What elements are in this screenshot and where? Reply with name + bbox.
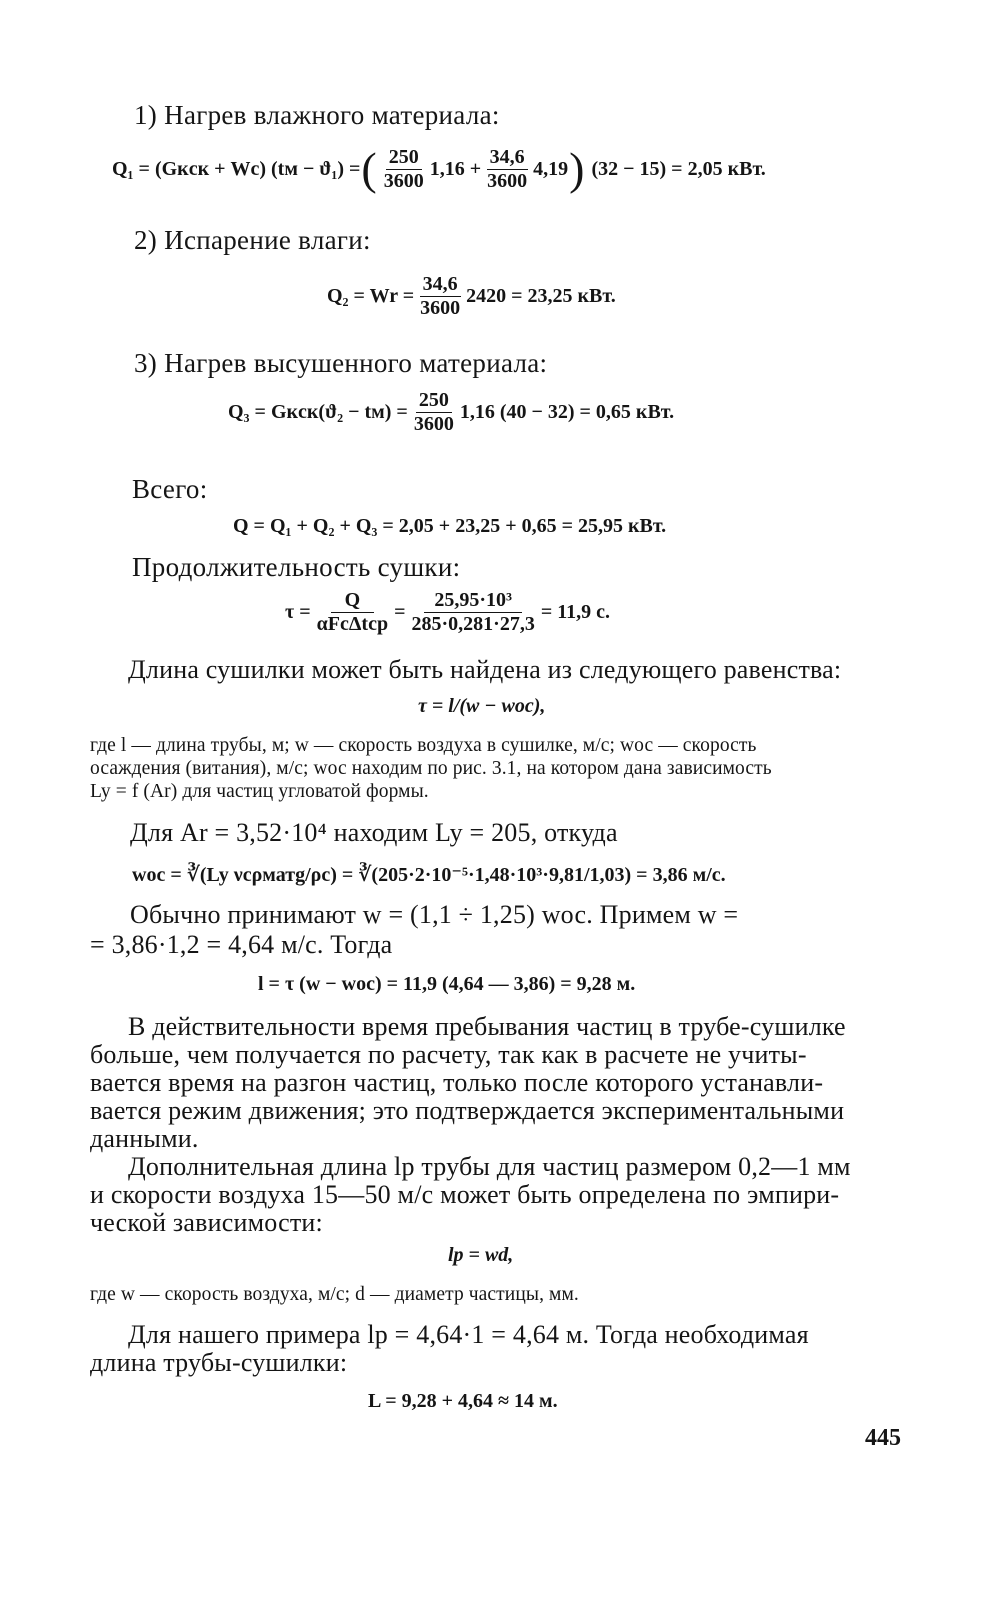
equation-l: l = τ (w − wос) = 11,9 (4,64 — 3,86) = 9,28 м. bbox=[258, 973, 636, 995]
eq3-lhs: Q₃ = Gкcк(ϑ₂ − tм) = bbox=[228, 401, 408, 423]
eq5-frac2-numerator: 25,95·10³ bbox=[424, 590, 522, 613]
eq2-frac-numerator: 34,6 bbox=[420, 274, 461, 297]
reality-line-2: больше, чем получается по расчету, так как в расчете не учиты- bbox=[90, 1040, 807, 1069]
reality-line-3: вается время на разгон частиц, только после которого устанавли- bbox=[90, 1068, 824, 1097]
usual-line-2: = 3,86·1,2 = 4,64 м/с. Тогда bbox=[90, 930, 393, 959]
eq1-mid1: 1,16 + bbox=[429, 157, 482, 180]
where-line-1: где l — длина трубы, м; w — скорость воздуха в сушилке, м/с; wос — скорость bbox=[90, 735, 757, 756]
where-line-3: Ly = f (Ar) для частиц угловатой формы. bbox=[90, 781, 429, 802]
equation-lp: lр = wd, bbox=[448, 1244, 514, 1266]
close-paren: ) bbox=[569, 143, 585, 194]
eq2-fraction bbox=[417, 274, 463, 319]
eq2-frac-denominator: 3600 bbox=[420, 297, 461, 319]
eq1-fraction-1 bbox=[381, 147, 427, 192]
equation-total: Q = Q₁ + Q₂ + Q₃ = 2,05 + 23,25 + 0,65 = 25,95 кВт. bbox=[233, 515, 667, 537]
section1-heading: 1) Нагрев влажного материала: bbox=[134, 100, 500, 130]
extra-line-2: и скорости воздуха 15—50 м/с может быть определена по эмпири- bbox=[90, 1180, 840, 1209]
eq5-frac1-denominator: αFcΔtср bbox=[316, 613, 389, 635]
eq1-mid2: 4,19 bbox=[533, 157, 569, 180]
eq1-lhs: Q₁ = (Gкcк + Wc) (tм − ϑ₁) = bbox=[112, 157, 361, 180]
eq2-lhs: Q₂ = Wr = bbox=[327, 285, 415, 307]
equation-q3 bbox=[228, 390, 674, 435]
extra-line-1: Дополнительная длина lр трубы для частиц размером 0,2—1 мм bbox=[128, 1152, 851, 1181]
duration-label: Продолжительность сушки: bbox=[132, 552, 461, 582]
eq3-fraction bbox=[411, 390, 457, 435]
total-label: Всего: bbox=[132, 474, 208, 504]
eq1-frac2-denominator: 3600 bbox=[487, 169, 528, 192]
eq1-fraction-2 bbox=[484, 147, 530, 192]
eq5-fraction-1 bbox=[314, 590, 391, 635]
section2-heading: 2) Испарение влаги: bbox=[134, 225, 371, 255]
example-line-1: Для нашего примера lр = 4,64·1 = 4,64 м. Тогда необходимая bbox=[128, 1320, 809, 1349]
eq1-frac2-numerator: 34,6 bbox=[487, 147, 528, 170]
equation-q2 bbox=[327, 274, 616, 319]
eq3-tail: 1,16 (40 − 32) = 0,65 кВт. bbox=[459, 401, 675, 423]
ar-text: Для Ar = 3,52·10⁴ находим Ly = 205, откуда bbox=[130, 818, 618, 847]
eq5-frac2-denominator: 285·0,281·27,3 bbox=[411, 613, 535, 635]
eq3-frac-denominator: 3600 bbox=[413, 413, 454, 435]
equation-woc: wос = ∛(Ly νcρматg/ρc) = ∛(205·2·10⁻⁵·1,48·10³·9,81/1,03) = 3,86 м/с. bbox=[132, 864, 726, 886]
reality-line-4: вается режим движения; это подтверждается экспериментальными bbox=[90, 1096, 845, 1125]
page-number: 445 bbox=[865, 1425, 901, 1451]
open-paren: ( bbox=[361, 143, 377, 194]
eq5-frac1-numerator: Q bbox=[331, 590, 375, 613]
usual-line-1: Обычно принимают w = (1,1 ÷ 1,25) wос. Примем w = bbox=[130, 900, 739, 929]
eq5-fraction-2 bbox=[409, 590, 538, 635]
length-text: Длина сушилки может быть найдена из следующего равенства: bbox=[128, 655, 842, 684]
eq5-lhs: τ = bbox=[285, 601, 311, 623]
eq1-frac1-denominator: 3600 bbox=[383, 169, 424, 192]
example-line-2: длина трубы-сушилки: bbox=[90, 1348, 348, 1377]
equation-length: τ = l/(w − wос), bbox=[418, 695, 546, 717]
section3-heading: 3) Нагрев высушенного материала: bbox=[134, 348, 548, 378]
eq1-tail: (32 − 15) = 2,05 кВт. bbox=[591, 157, 766, 180]
extra-line-3: ческой зависимости: bbox=[90, 1208, 323, 1237]
eq2-tail: 2420 = 23,25 кВт. bbox=[466, 285, 616, 307]
eq3-frac-numerator: 250 bbox=[416, 390, 452, 413]
where-line-2: осаждения (витания), м/с; wос находим по рис. 3.1, на котором дана зависимость bbox=[90, 758, 772, 779]
reality-line-5: данными. bbox=[90, 1124, 199, 1153]
eq5-equals: = bbox=[394, 601, 406, 623]
eq1-frac1-numerator: 250 bbox=[386, 147, 422, 170]
where2-line: где w — скорость воздуха, м/с; d — диаметр частицы, мм. bbox=[90, 1284, 579, 1305]
equation-L: L = 9,28 + 4,64 ≈ 14 м. bbox=[368, 1390, 558, 1412]
eq5-tail: = 11,9 с. bbox=[540, 601, 611, 623]
equation-q1 bbox=[112, 143, 766, 194]
equation-tau bbox=[285, 590, 610, 635]
reality-line-1: В действительности время пребывания частиц в трубе-сушилке bbox=[128, 1012, 846, 1041]
